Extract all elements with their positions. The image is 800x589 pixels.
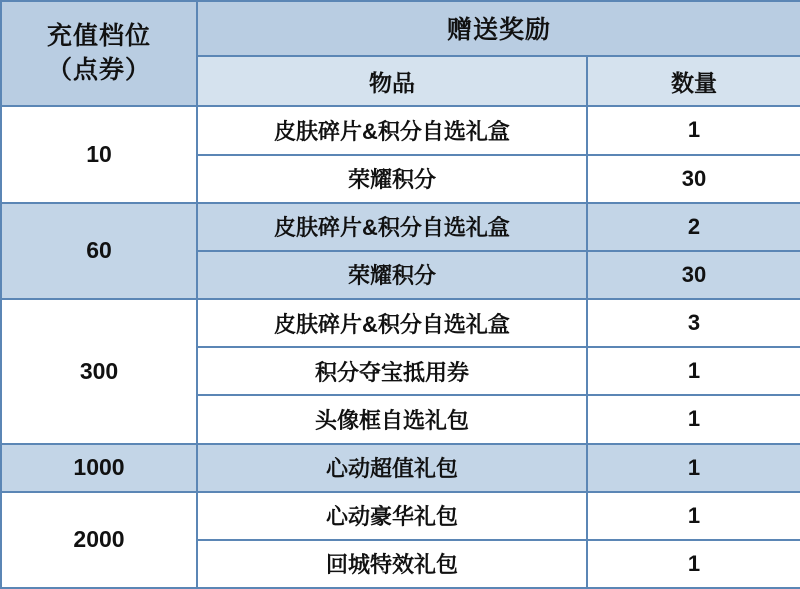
reward-count: 2 <box>587 203 800 251</box>
header-count: 数量 <box>587 56 800 107</box>
reward-count: 3 <box>587 299 800 347</box>
header-reward: 赠送奖励 <box>197 1 800 56</box>
reward-item: 心动豪华礼包 <box>197 492 587 540</box>
table-body <box>1 1 800 588</box>
tier-cell: 300 <box>1 299 197 443</box>
reward-count: 1 <box>587 444 800 492</box>
reward-item: 荣耀积分 <box>197 155 587 203</box>
table-row <box>1 299 800 347</box>
table-row <box>1 444 800 492</box>
tier-cell: 60 <box>1 203 197 299</box>
table-row <box>1 203 800 251</box>
reward-count: 1 <box>587 492 800 540</box>
reward-count: 1 <box>587 106 800 154</box>
header-recharge-tier-line1: 充值档位 <box>46 21 151 50</box>
reward-item: 心动超值礼包 <box>197 444 587 492</box>
header-recharge-tier <box>1 1 197 106</box>
reward-item: 皮肤碎片&积分自选礼盒 <box>197 106 587 154</box>
reward-count: 1 <box>587 540 800 588</box>
header-recharge-tier-line2: （点券） <box>46 55 151 84</box>
reward-item: 积分夺宝抵用券 <box>197 347 587 395</box>
table-row <box>1 106 800 154</box>
reward-count: 30 <box>587 251 800 299</box>
header-item: 物品 <box>197 56 587 107</box>
reward-item: 回城特效礼包 <box>197 540 587 588</box>
tier-cell: 1000 <box>1 444 197 492</box>
table-row <box>1 492 800 540</box>
table-header-row-1 <box>1 1 800 56</box>
reward-item: 荣耀积分 <box>197 251 587 299</box>
tier-cell: 2000 <box>1 492 197 588</box>
reward-count: 30 <box>587 155 800 203</box>
reward-item: 皮肤碎片&积分自选礼盒 <box>197 299 587 347</box>
reward-item: 头像框自选礼包 <box>197 395 587 443</box>
reward-count: 1 <box>587 347 800 395</box>
tier-cell: 10 <box>1 106 197 202</box>
reward-count: 1 <box>587 395 800 443</box>
reward-item: 皮肤碎片&积分自选礼盒 <box>197 203 587 251</box>
